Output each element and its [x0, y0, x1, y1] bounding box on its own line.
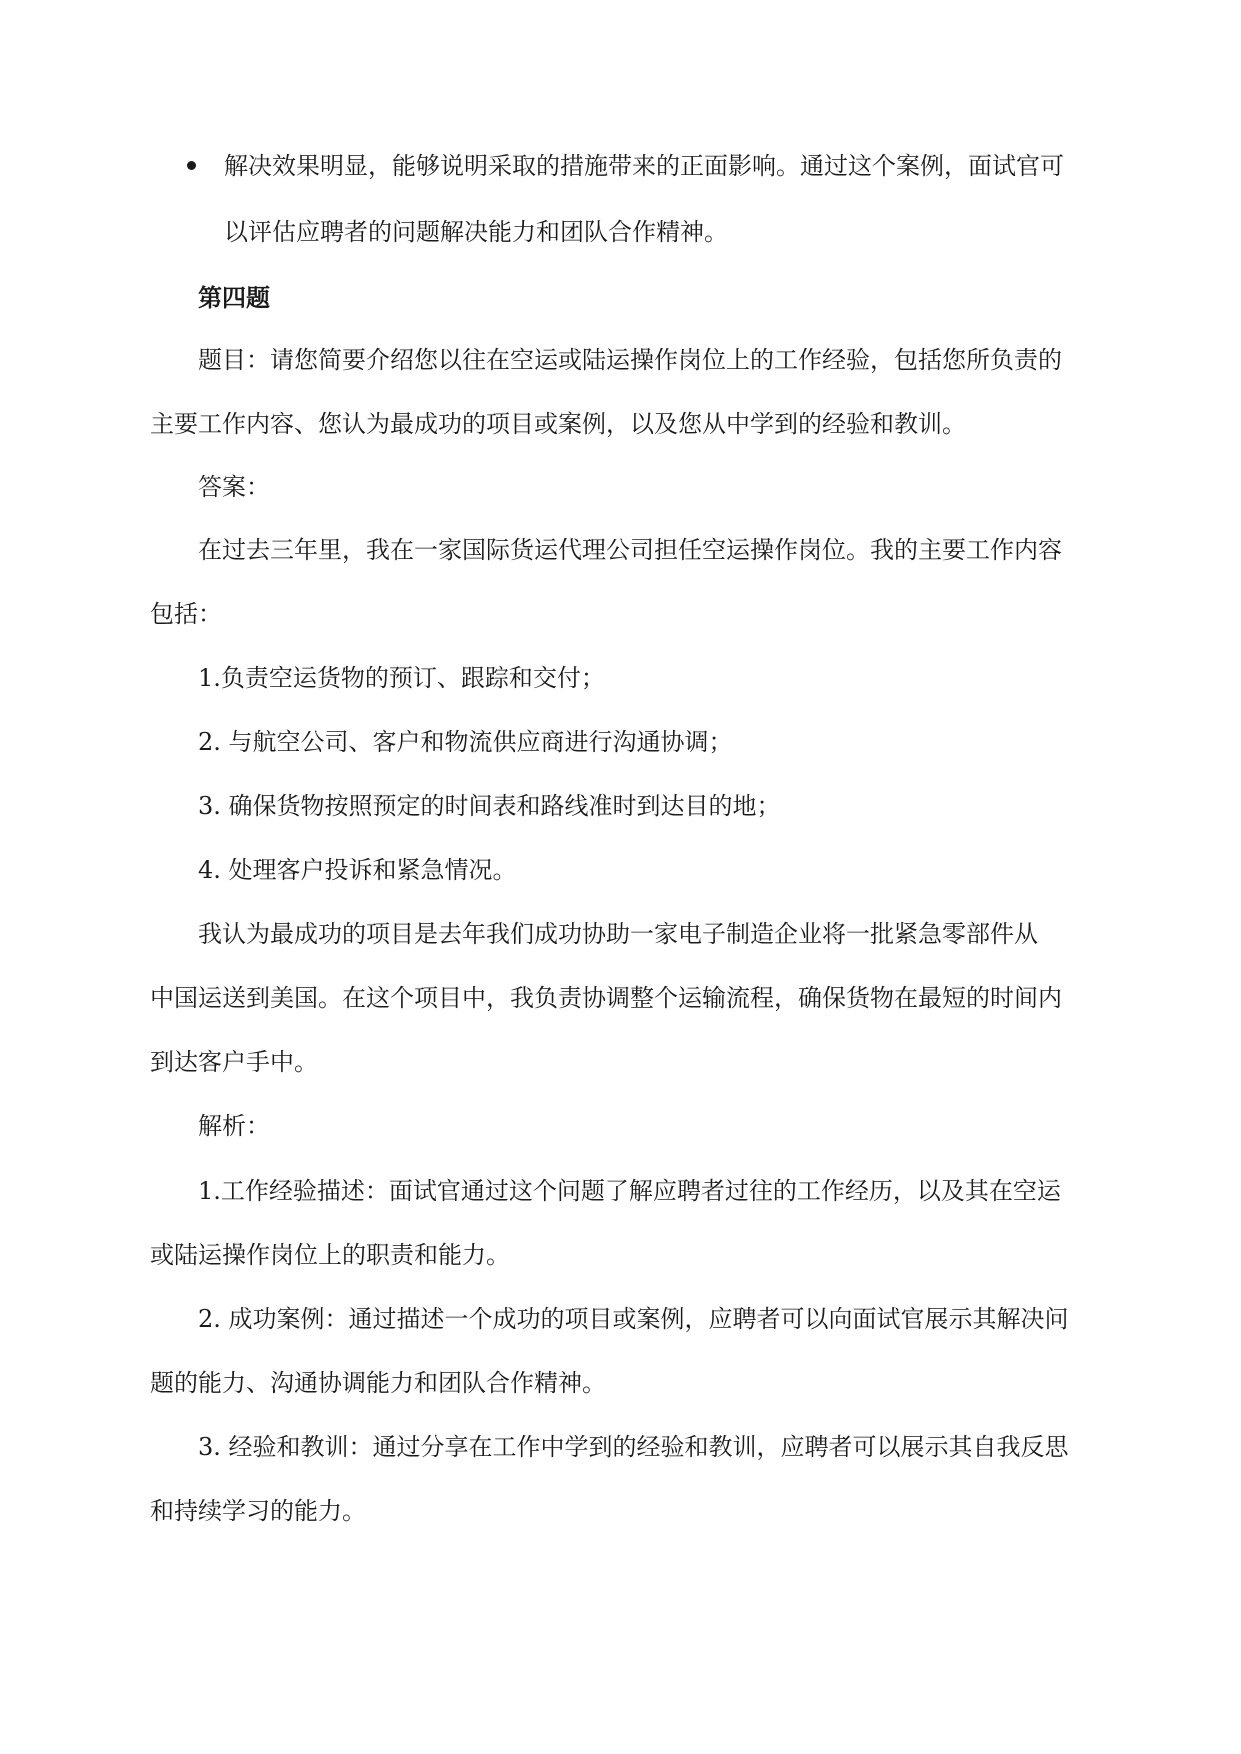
success-story-line-1: 我认为最成功的项目是去年我们成功协助一家电子制造企业将一批紧急零部件从 — [198, 920, 1038, 948]
success-story-line-2: 中国运送到美国。在这个项目中，我负责协调整个运输流程，确保货物在最短的时间内 — [150, 984, 1062, 1012]
section-heading: 第四题 — [198, 283, 270, 312]
analysis-item-1-line-2: 或陆运操作岗位上的职责和能力。 — [150, 1241, 510, 1269]
analysis-item-1-line-1: 1.工作经验描述：面试官通过这个问题了解应聘者过往的工作经历，以及其在空运 — [198, 1177, 1061, 1205]
analysis-item-2-line-2: 题的能力、沟通协调能力和团队合作精神。 — [150, 1369, 606, 1397]
analysis-item-3-line-1: 3. 经验和教训：通过分享在工作中学到的经验和教训，应聘者可以展示其自我反思 — [198, 1433, 1069, 1461]
analysis-item-2-line-1: 2. 成功案例：通过描述一个成功的项目或案例，应聘者可以向面试官展示其解决问 — [198, 1305, 1069, 1333]
duty-item-1: 1.负责空运货物的预订、跟踪和交付； — [198, 664, 605, 692]
answer-intro-line-1: 在过去三年里，我在一家国际货运代理公司担任空运操作岗位。我的主要工作内容 — [198, 536, 1062, 564]
bullet-dot-icon — [187, 161, 196, 170]
duty-item-4: 4. 处理客户投诉和紧急情况。 — [198, 856, 517, 884]
duty-item-2: 2. 与航空公司、客户和物流供应商进行沟通协调； — [198, 728, 733, 756]
answer-label: 答案： — [198, 473, 270, 501]
bullet-text-line-2: 以评估应聘者的问题解决能力和团队合作精神。 — [224, 218, 728, 246]
question-line-2: 主要工作内容、您认为最成功的项目或案例，以及您从中学到的经验和教训。 — [150, 410, 966, 438]
analysis-label: 解析： — [198, 1112, 270, 1140]
bullet-text-line-1: 解决效果明显，能够说明采取的措施带来的正面影响。通过这个案例，面试官可 — [224, 152, 1064, 180]
duty-item-3: 3. 确保货物按照预定的时间表和路线准时到达目的地； — [198, 792, 781, 820]
answer-intro-line-2: 包括： — [150, 600, 222, 628]
success-story-line-3: 到达客户手中。 — [150, 1048, 318, 1076]
analysis-item-3-line-2: 和持续学习的能力。 — [150, 1497, 366, 1525]
question-line-1: 题目：请您简要介绍您以往在空运或陆运操作岗位上的工作经验，包括您所负责的 — [198, 346, 1062, 374]
